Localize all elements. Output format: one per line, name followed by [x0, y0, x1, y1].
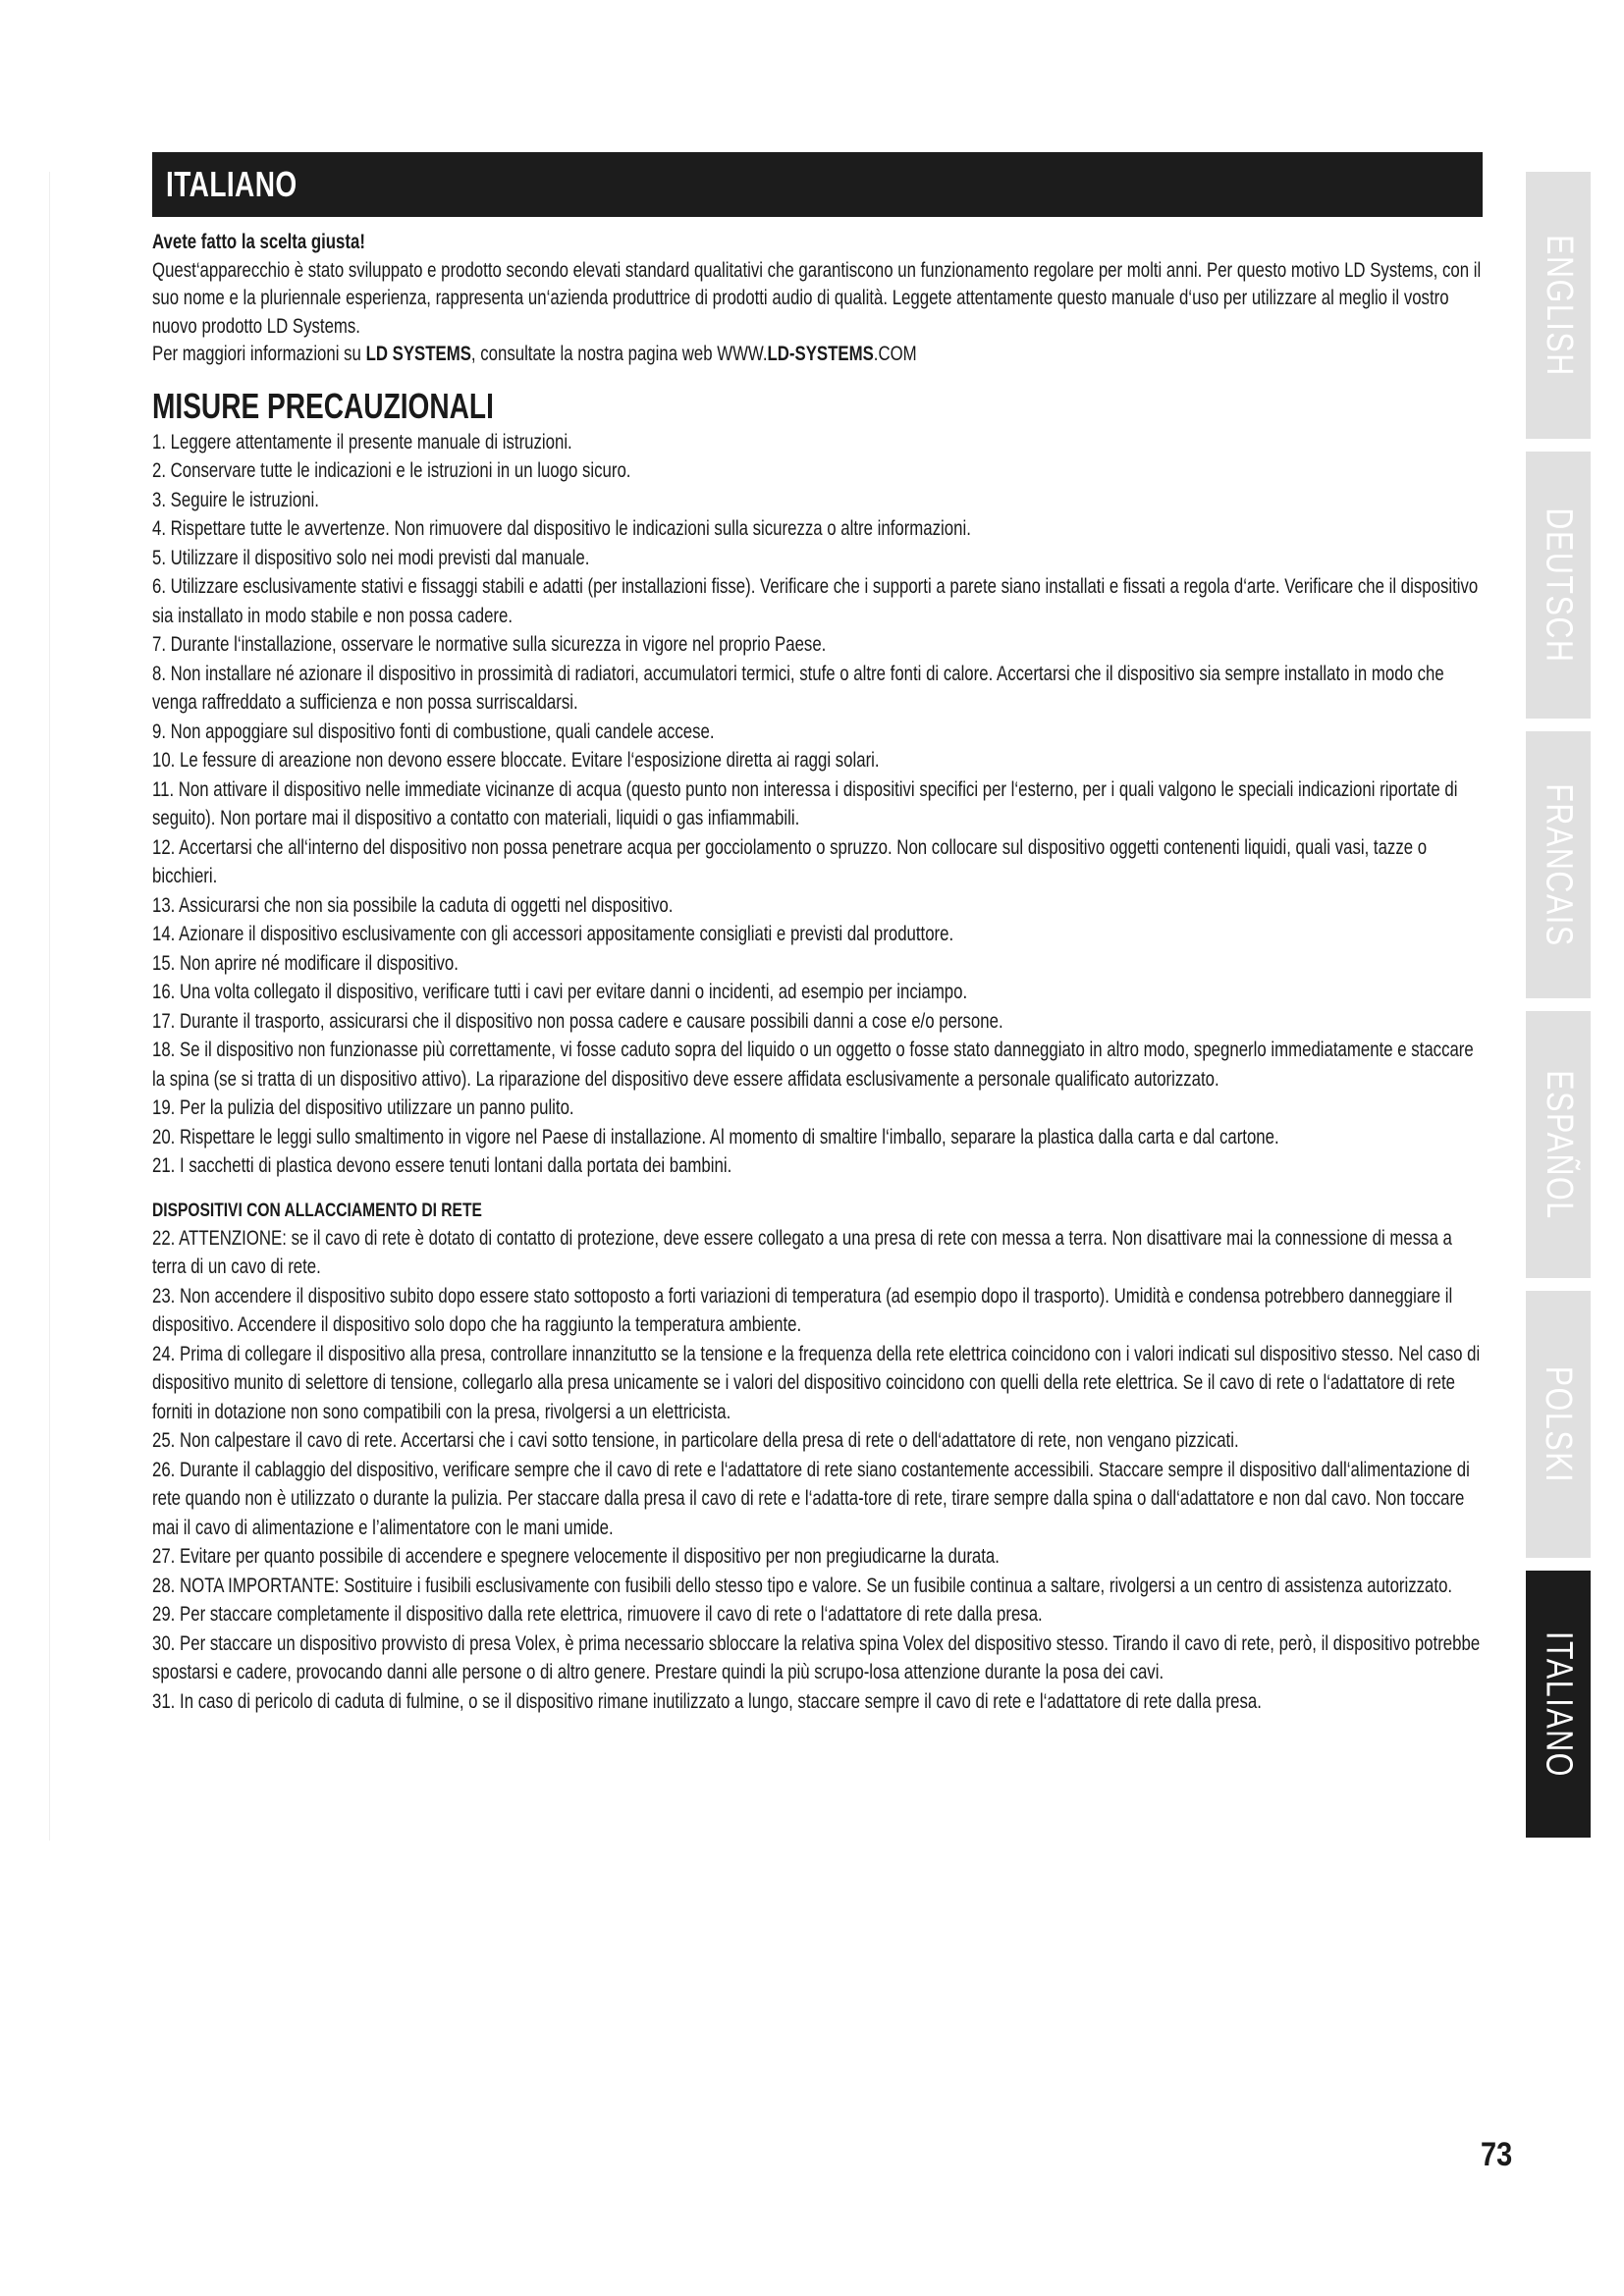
list-item: 15. Non aprire né modificare il dispositivo. [152, 951, 459, 975]
language-tab-label: POLSKI [1538, 1365, 1580, 1483]
intro-block [152, 229, 1483, 369]
list-item: 7. Durante l‘installazione, osservare le normative sulla sicurezza in vigore nel proprio Paese. [152, 633, 827, 656]
section-title: MISURE PRECAUZIONALI [152, 385, 494, 426]
list-item: 21. I sacchetti di plastica devono essere tenuti lontani dalla portata dei bambini. [152, 1154, 732, 1177]
list-item: 2. Conservare tutte le indicazioni e le istruzioni in un luogo sicuro. [152, 459, 631, 482]
language-tab-label: DEUTSCH [1538, 507, 1580, 664]
list-item: 1. Leggere attentamente il presente manuale di istruzioni. [152, 430, 572, 454]
list-item: 27. Evitare per quanto possibile di accendere e spegnere velocemente il dispositivo per non pregiudicarne la durata. [152, 1545, 1000, 1568]
list-item: 16. Una volta collegato il dispositivo, verificare tutti i cavi per evitare danni o incidenti, ad esempio per inciampo. [152, 981, 968, 1003]
page-number: 73 [1481, 2136, 1513, 2173]
list-item: 25. Non calpestare il cavo di rete. Accertarsi che i cavi sotto tensione, in particolare della presa di rete o dell‘adattatore di rete, non vengano pizzicati. [152, 1429, 1239, 1452]
language-tab-español[interactable] [1526, 1011, 1591, 1278]
margin-rule [49, 172, 50, 1841]
list-item: 28. NOTA IMPORTANTE: Sostituire i fusibili esclusivamente con fusibili dello stesso tipo e valore. Se un fusibile continua a saltare, rivolgersi a un centro di assistenza autorizzato. [152, 1574, 1453, 1597]
list-item: 6. Utilizzare esclusivamente stativi e fissaggi stabili e adatti (per installazioni fisse). Verificare che i supporti a parete siano installati e fissati a regola d‘arte. Verificare che il dispositivo sia installato in modo stabile e non possa cadere. [152, 575, 1479, 627]
list-item: 3. Seguire le istruzioni. [152, 488, 319, 511]
list-item: 14. Azionare il dispositivo esclusivamente con gli accessori appositamente consigliati e previsti dal produttore. [152, 923, 954, 945]
language-tab-deutsch[interactable] [1526, 452, 1591, 719]
language-tab-italiano[interactable] [1526, 1571, 1591, 1838]
list-item: 29. Per staccare completamente il dispositivo dalla rete elettrica, rimuovere il cavo di rete o l‘adattatore di rete dalla presa. [152, 1603, 1043, 1626]
list-item: 17. Durante il trasporto, assicurarsi che il dispositivo non possa cadere e causare possibili danni a cose e/o persone. [152, 1009, 1003, 1033]
page-content [152, 152, 1483, 1716]
intro-website-post: .COM [873, 343, 917, 365]
language-tab-polski[interactable] [1526, 1291, 1591, 1558]
intro-lead: Avete fatto la scelta giusta! [152, 231, 365, 253]
list-item: 19. Per la pulizia del dispositivo utilizzare un panno pulito. [152, 1096, 574, 1119]
language-header-bar [152, 152, 1483, 217]
list-item: 18. Se il dispositivo non funzionasse più correttamente, vi fosse caduto sopra del liquido o un oggetto o fosse stato danneggiato in altro modo, spegnerlo immediatamente e staccare la spina (se si tratta di un dispositivo attivo). La riparazione del dispositivo deve essere affidata esclusivamente a personale qualificato autorizzato. [152, 1039, 1474, 1091]
list-item: 23. Non accendere il dispositivo subito dopo essere stato sottoposto a forti variazioni di temperatura (ad esempio dopo il trasporto). Umidità e condensa potrebbero danneggiare il dispositivo. Accendere il dispositivo solo dopo che ha raggiunto la temperatura ambiente. [152, 1284, 1453, 1336]
language-tab-label: ITALIANO [1538, 1630, 1580, 1778]
list-item: 30. Per staccare un dispositivo provvisto di presa Volex, è prima necessario sbloccare la relativa spina Volex del dispositivo stesso. Tirando il cavo di rete, però, il dispositivo potrebbe spostarsi e cadere, provocando danni alle persone o di altro genere. Prestare quindi la più scrupo-losa attenzione durante la posa dei cavi. [152, 1631, 1481, 1683]
list-item: 9. Non appoggiare sul dispositivo fonti di combustione, quali candele accese. [152, 720, 715, 743]
list-item: 26. Durante il cablaggio del dispositivo, verificare sempre che il cavo di rete e l‘adattatore di rete siano costantemente accessibili. Staccare sempre il dispositivo dall‘alimentazione di rete quando non è utilizzato o durante la pulizia. Per staccare dalla presa il cavo di rete e l‘adatta-tore di rete, tirare sempre dalla spina o dall‘adattatore e non dal cavo. Non toccare mai il cavo di alimentazione e l’alimentatore con le mani umide. [152, 1458, 1470, 1539]
language-tab-label: FRANCAIS [1538, 782, 1580, 947]
list-item: 20. Rispettare le leggi sullo smaltimento in vigore nel Paese di installazione. Al momento di smaltire l‘imballo, separare la plastica dalla carta e dal cartone. [152, 1125, 1279, 1148]
list-item: 24. Prima di collegare il dispositivo alla presa, controllare innanzitutto se la tensione e la frequenza della rete elettrica coincidono con i valori indicati sul dispositivo stesso. Nel caso di dispositivo munito di selettore di tensione, collegarlo alla presa unicamente se i valori del dispositivo coincidono con quelli della rete elettrica. Se il cavo di rete o l‘adattatore di rete forniti in dotazione non sono compatibili con la presa, rivolgersi a un elettricista. [152, 1342, 1481, 1423]
list-item: 5. Utilizzare il dispositivo solo nei modi previsti dal manuale. [152, 546, 590, 569]
list-item: 10. Le fessure di areazione non devono essere bloccate. Evitare l‘esposizione diretta ai raggi solari. [152, 749, 880, 772]
list-item: 12. Accertarsi che all‘interno del dispositivo non possa penetrare acqua per gocciolamento o spruzzo. Non collocare sul dispositivo oggetti contenenti liquidi, quali vasi, tazze o bicchieri. [152, 835, 1428, 887]
precautions-list [152, 428, 1483, 1181]
language-tab-francais[interactable] [1526, 731, 1591, 998]
language-tab-label: ENGLISH [1538, 234, 1580, 377]
list-item: 13. Assicurarsi che non sia possibile la caduta di oggetti nel dispositivo. [152, 893, 674, 917]
intro-website-pre: Per maggiori informazioni su [152, 343, 366, 365]
language-tab-label: ESPAÑOL [1538, 1069, 1580, 1220]
list-item: 4. Rispettare tutte le avvertenze. Non rimuovere dal dispositivo le indicazioni sulla sicurezza o altre informazioni. [152, 517, 971, 540]
mains-devices-list [152, 1224, 1483, 1717]
subsection-title: DISPOSITIVI CON ALLACCIAMENTO DI RETE [152, 1200, 482, 1221]
list-item: 22. ATTENZIONE: se il cavo di rete è dotato di contatto di protezione, deve essere collegato a una presa di rete con messa a terra. Non disattivare mai la connessione di messa a terra di un cavo di rete. [152, 1226, 1452, 1278]
list-item: 8. Non installare né azionare il dispositivo in prossimità di radiatori, accumulatori termici, stufe o altre fonti di calore. Accertarsi che il dispositivo sia sempre installato in modo che venga raffreddato a sufficienza e non possa surriscaldarsi. [152, 662, 1444, 714]
intro-website-line [152, 341, 1483, 369]
intro-website-bold: LD-SYSTEMS [767, 343, 874, 365]
list-item: 31. In caso di pericolo di caduta di fulmine, o se il dispositivo rimane inutilizzato a lungo, staccare sempre il cavo di rete e l‘adattatore di rete dalla presa. [152, 1689, 1262, 1713]
language-header-title: ITALIANO [166, 164, 298, 204]
intro-paragraph: Quest‘apparecchio è stato sviluppato e prodotto secondo elevati standard qualitativi che garantiscono un funzionamento regolare per molti anni. Per questo motivo LD Systems, con il suo nome e la pluriennale esperienza, rappresenta un‘azienda produttrice di prodotti audio di qualità. Leggete attentamente questo manuale d‘uso per utilizzare al meglio il vostro nuovo prodotto LD Systems. [152, 258, 1482, 338]
list-item: 11. Non attivare il dispositivo nelle immediate vicinanze di acqua (questo punto non interessa i dispositivi specifici per l‘esterno, per i quali valgono le speciali indicazioni riportate di seguito). Non portare mai il dispositivo a contatto con materiali, liquidi o gas infiammabili. [152, 777, 1458, 829]
intro-brand: LD SYSTEMS [365, 343, 471, 365]
intro-website-mid: , consultate la nostra pagina web WWW. [470, 343, 768, 365]
language-tab-english[interactable] [1526, 172, 1591, 439]
